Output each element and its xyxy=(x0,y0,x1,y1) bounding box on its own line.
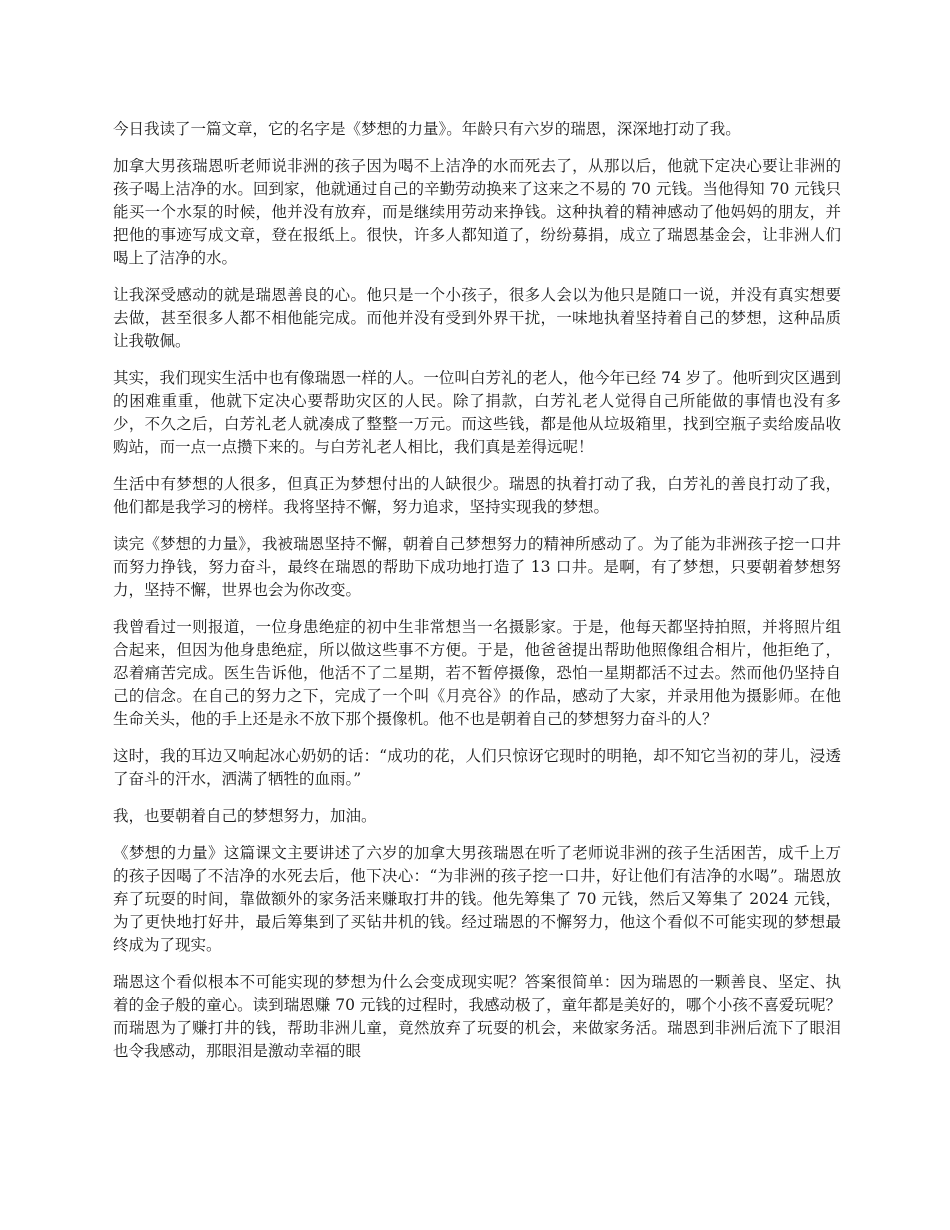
paragraph-2: 加拿大男孩瑞恩听老师说非洲的孩子因为喝不上洁净的水而死去了，从那以后，他就下定决心要让非洲的孩子喝上洁净的水。回到家，他就通过自己的辛勤劳动换来了这来之不易的 70 元钱。当他得知 70 元钱只能买一个水泵的时候，他并没有放弃，而是继续用劳动来挣钱。这种执着的精神感动了他妈妈的朋友，并把他的事迹写成文章，登在报纸上。很快，许多人都知道了，纷纷募捐，成立了瑞恩基金会，让非洲人们喝上了洁净的水。 xyxy=(113,157,841,267)
paragraph-11: 瑞恩这个看似根本不可能实现的梦想为什么会变成现实呢？答案很简单：因为瑞恩的一颗善良、坚定、执着的金子般的童心。读到瑞恩赚 70 元钱的过程时，我感动极了，童年都是美好的，哪个小孩不喜爱玩呢？而瑞恩为了赚打井的钱，帮助非洲儿童，竟然放弃了玩耍的机会，来做家务活。瑞恩到非洲后流下了眼泪也令我感动，那眼泪是激动幸福的眼 xyxy=(113,973,841,1060)
paragraph-1: 今日我读了一篇文章，它的名字是《梦想的力量》。年龄只有六岁的瑞恩，深深地打动了我。 xyxy=(113,120,741,138)
paragraph-9: 我，也要朝着自己的梦想努力，加油。 xyxy=(113,807,377,825)
paragraph-7: 我曾看过一则报道，一位身患绝症的初中生非常想当一名摄影家。于是，他每天都坚持拍照，并将照片组合起来，但因为他身患绝症，所以做这些事不方便。于是，他爸爸提出帮助他照像组合相片，他拒绝了，忍着痛苦完成。医生告诉他，他活不了二星期，若不暂停摄像，恐怕一星期都活不过去。然而他仍坚持自己的信念。在自己的努力之下，完成了一个叫《月亮谷》的作品，感动了大家，并录用他为摄影师。在他生命关头，他的手上还是永不放下那个摄像机。他不也是朝着自己的梦想努力奋斗的人？ xyxy=(113,618,841,728)
paragraph-5: 生活中有梦想的人很多，但真正为梦想付出的人缺很少。瑞恩的执着打动了我，白芳礼的善良打动了我，他们都是我学习的榜样。我将坚持不懈，努力追求，坚持实现我的梦想。 xyxy=(113,475,841,516)
paragraph-3: 让我深受感动的就是瑞恩善良的心。他只是一个小孩子，很多人会以为他只是随口一说，并没有真实想要去做，甚至很多人都不相他能完成。而他并没有受到外界干扰，一味地执着坚持着自己的梦想，这种品质让我敬佩。 xyxy=(113,286,841,350)
document-body xyxy=(113,118,841,1077)
paragraph-4: 其实，我们现实生活中也有像瑞恩一样的人。一位叫白芳礼的老人，他今年已经 74 岁了。他听到灾区遇到的困难重重，他就下定决心要帮助灾区的人民。除了捐款，白芳礼老人觉得自己所能做的事情也没有多少，不久之后，白芳礼老人就凑成了整整一万元。而这些钱，都是他从垃圾箱里，找到空瓶子卖给废品收购站，而一点一点攒下来的。与白芳礼老人相比，我们真是差得远呢！ xyxy=(113,369,841,456)
paragraph-6: 读完《梦想的力量》，我被瑞恩坚持不懈，朝着自己梦想努力的精神所感动了。为了能为非洲孩子挖一口井而努力挣钱，努力奋斗，最终在瑞恩的帮助下成功地打造了 13 口井。是啊，有了梦想，只要朝着梦想努力，坚持不懈，世界也会为你改变。 xyxy=(113,535,841,599)
paragraph-10: 《梦想的力量》这篇课文主要讲述了六岁的加拿大男孩瑞恩在听了老师说非洲的孩子生活困苦，成千上万的孩子因喝了不洁净的水死去后，他下决心：“为非洲的孩子挖一口井，好让他们有洁净的水喝”。瑞恩放弃了玩耍的时间，靠做额外的家务活来赚取打井的钱。他先筹集了 70 元钱，然后又筹集了 2024 元钱，为了更快地打好井，最后筹集到了买钻井机的钱。经过瑞恩的不懈努力，他这个看似不可能实现的梦想最终成为了现实。 xyxy=(113,844,841,954)
paragraph-8: 这时，我的耳边又响起冰心奶奶的话：“成功的花，人们只惊讶它现时的明艳，却不知它当初的芽儿，浸透了奋斗的汗水，洒满了牺牲的血雨。” xyxy=(113,747,841,788)
